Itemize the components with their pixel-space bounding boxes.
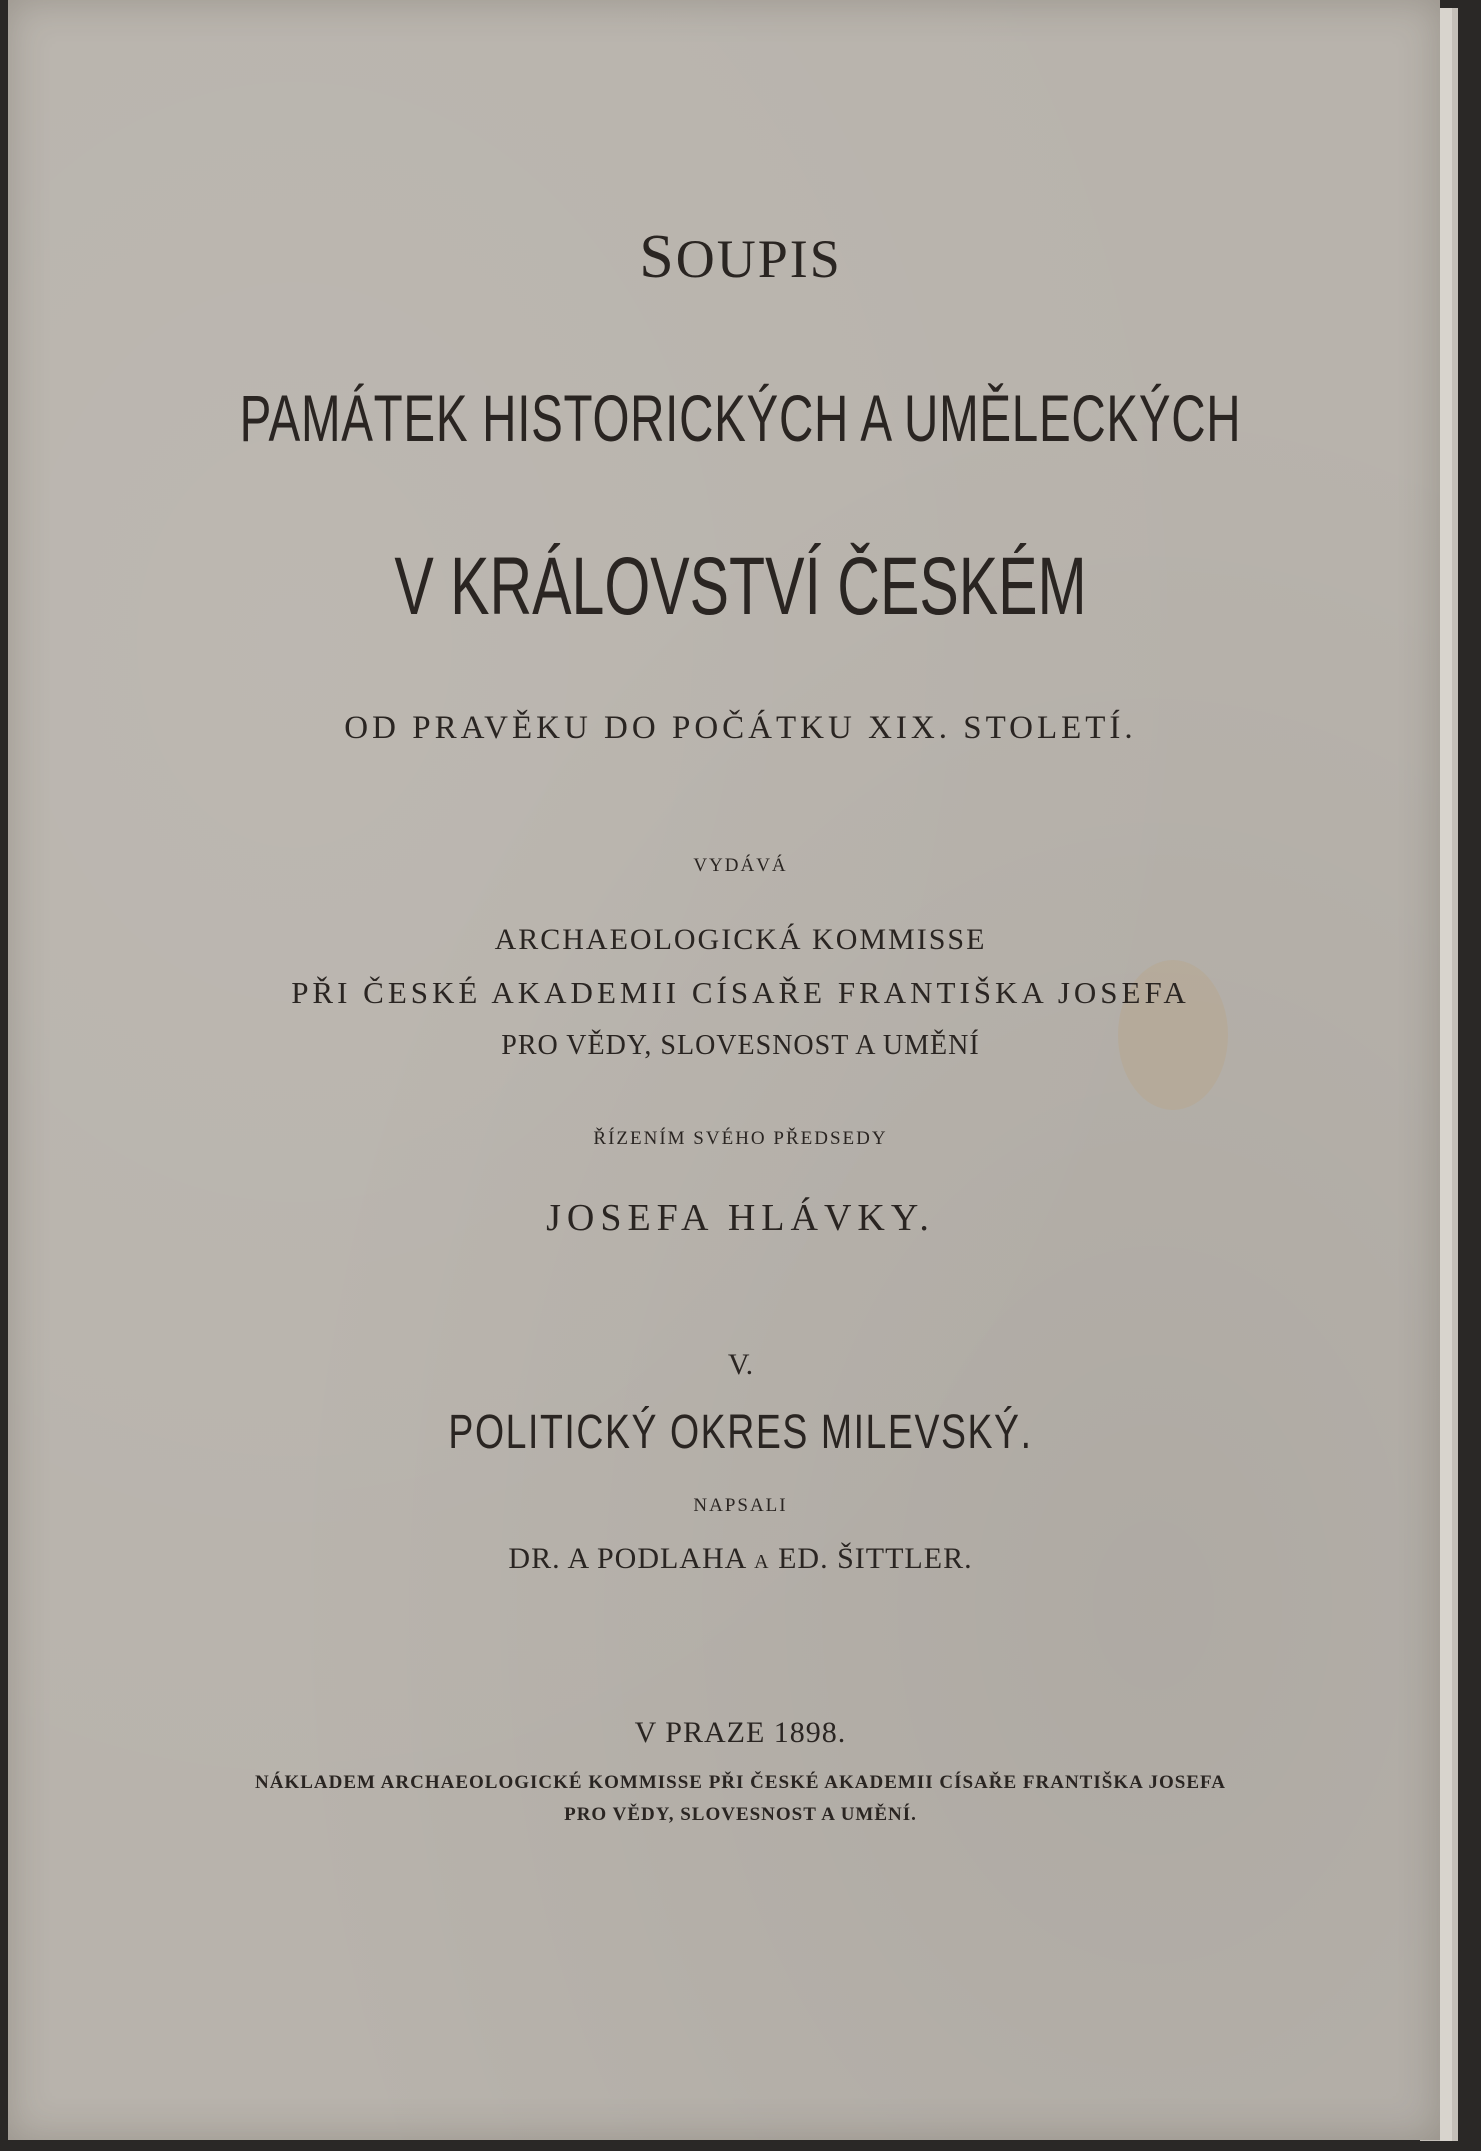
publisher-line-3: PRO VĚDY, SLOVESNOST A UMĚNÍ — [501, 1030, 980, 1061]
period-subtitle: OD PRAVĚKU DO POČÁTKU XIX. STOLETÍ. — [344, 710, 1137, 746]
series-title-rest: OUPIS — [675, 229, 842, 289]
volume-number: V. — [727, 1348, 754, 1381]
author2-name: ED. ŠITTLER. — [778, 1542, 973, 1575]
issued-by-label: VYDÁVÁ — [693, 855, 788, 876]
main-title: PAMÁTEK HISTORICKÝCH A UMĚLECKÝCH — [239, 381, 1242, 455]
imprint-line-1: NÁKLADEM ARCHAEOLOGICKÉ KOMMISSE PŘI ČESKÉ AKADEMII CÍSAŘE FRANTIŠKA JOSEFA — [255, 1772, 1226, 1793]
written-by-label: NAPSALI — [693, 1495, 788, 1516]
chairman-name: JOSEFA HLÁVKY. — [546, 1197, 935, 1239]
authors-line — [0, 1542, 1481, 1576]
author1-name: A PODLAHA — [567, 1542, 746, 1575]
author-conjunction: A — [754, 1551, 770, 1573]
author1-title: DR. — [508, 1542, 561, 1575]
direction-label: ŘÍZENÍM SVÉHO PŘEDSEDY — [593, 1128, 888, 1149]
series-title-initial: S — [639, 223, 676, 291]
district-title: POLITICKÝ OKRES MILEVSKÝ. — [448, 1406, 1033, 1459]
kingdom-title: V KRÁLOVSTVÍ ČESKÉM — [394, 541, 1087, 632]
publisher-line-1: ARCHAEOLOGICKÁ KOMMISSE — [494, 923, 987, 956]
pencil-annotation — [927, 65, 1310, 141]
imprint-line-2: PRO VĚDY, SLOVESNOST A UMĚNÍ. — [564, 1804, 917, 1825]
series-title — [0, 222, 1481, 293]
place-year: V PRAZE 1898. — [634, 1716, 847, 1749]
publisher-line-2: PŘI ČESKÉ AKADEMII CÍSAŘE FRANTIŠKA JOSEFA — [291, 975, 1190, 1010]
